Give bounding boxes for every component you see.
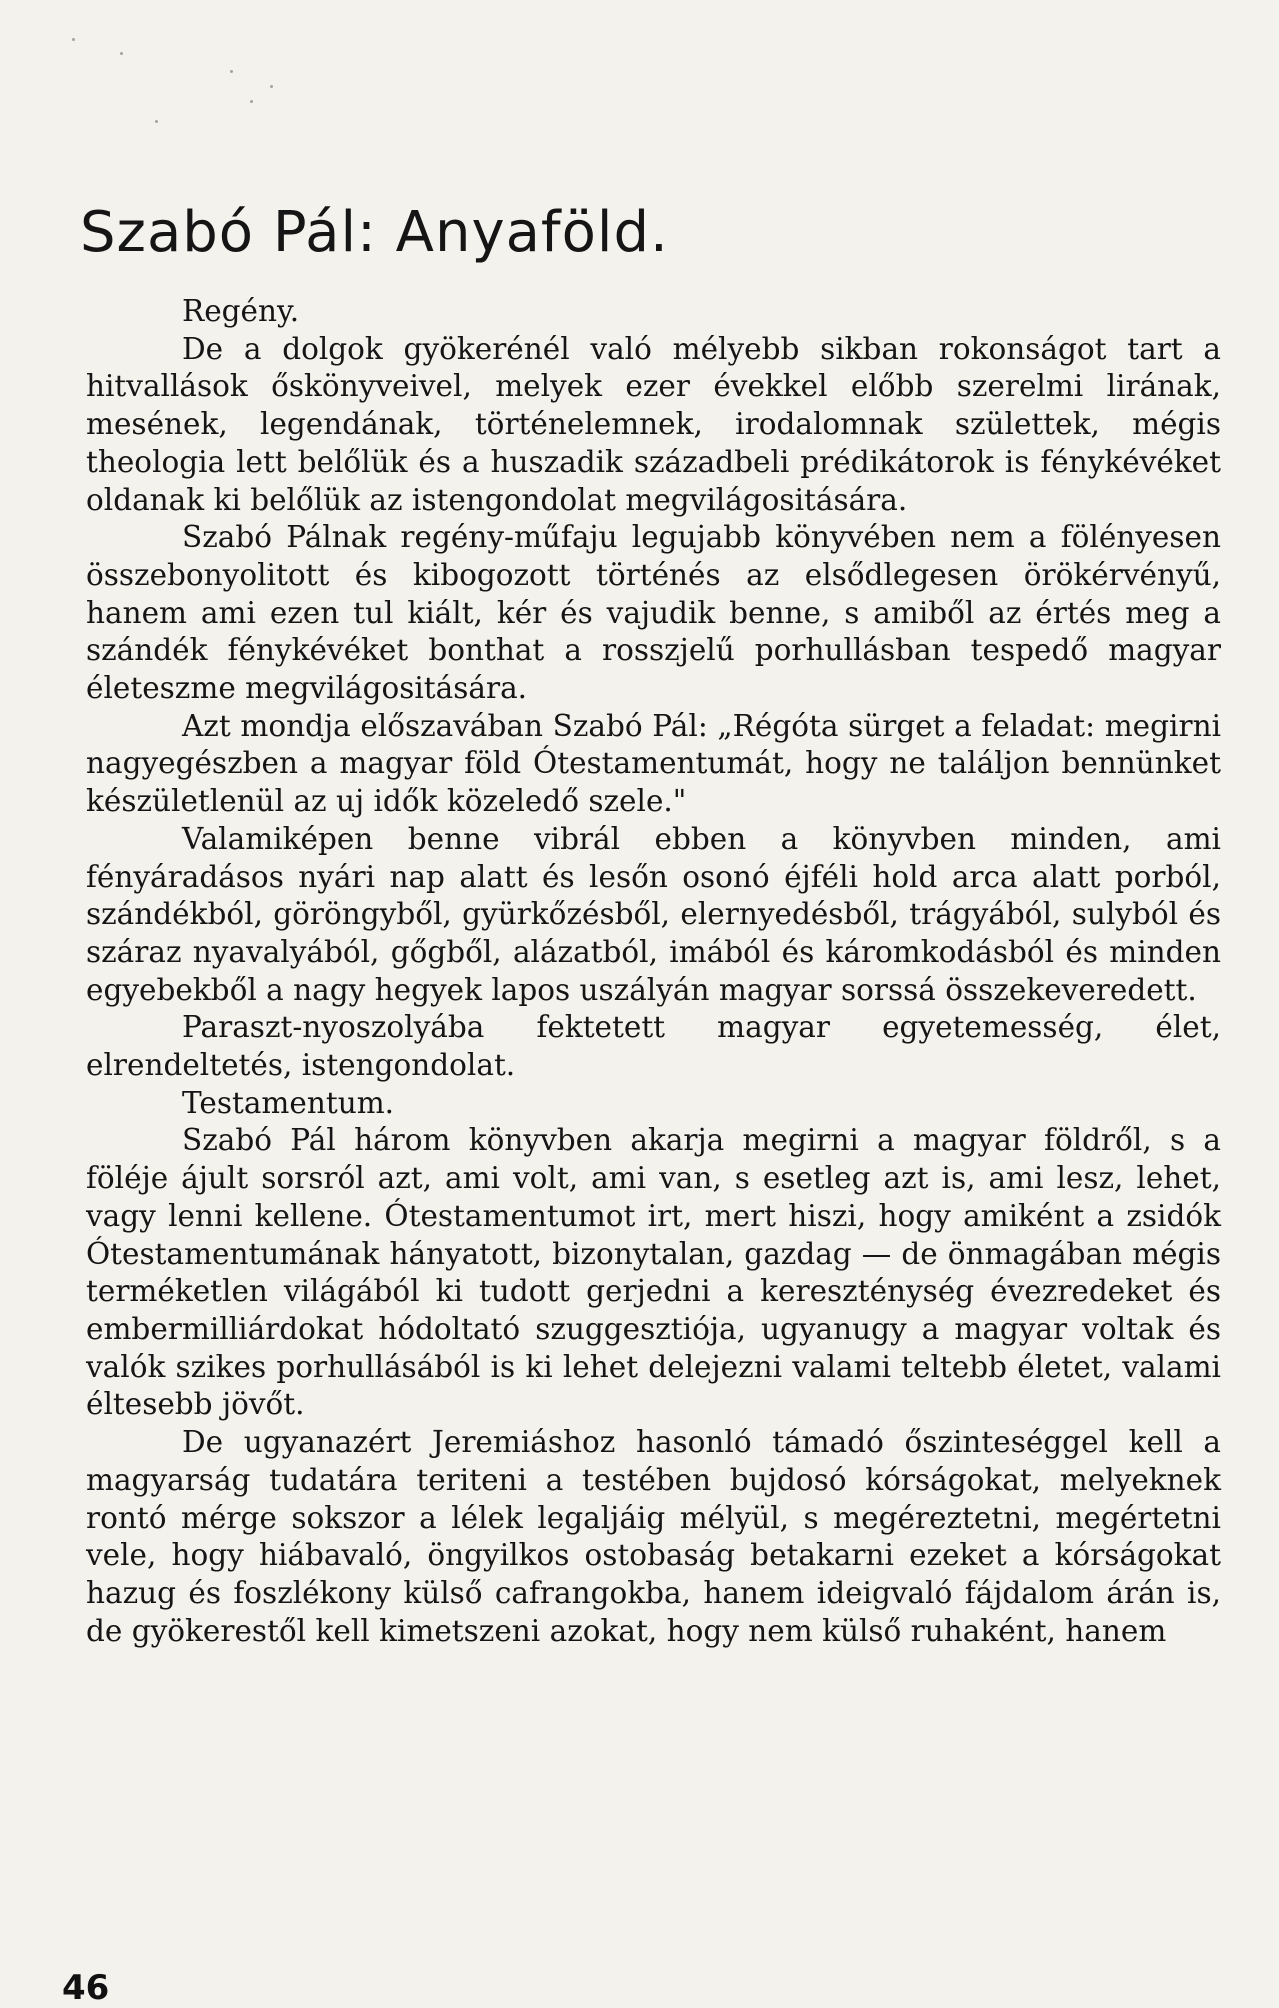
paragraph: De a dolgok gyökerénél való mélyebb sikban rokonságot tart a hitvallások őskönyveivel, melyek ezer évekkel előbb szerelmi lirának, mesének, legendának, történelemnek, irodalomnak születtek, mégis theologia lett belőlük és a huszadik századbeli prédikátorok is fénykévéket oldanak ki belőlük az istengondolat megvilágositására. xyxy=(86,331,1221,517)
print-specks xyxy=(60,30,360,150)
paragraph: Valamiképen benne vibrál ebben a könyvben minden, ami fényáradásos nyári nap alatt és lesőn osonó éjféli hold arca alatt porból, szándékból, göröngyből, gyürkőzésből, elernyedésből, trágyából, sulyból és száraz nyavalyából, gőgből, alázatból, imából és káromkodásból és minden egyebekből a nagy hegyek lapos uszályán magyar sorssá összekeveredett. xyxy=(86,821,1221,1007)
page-number: 46 xyxy=(62,1968,110,2008)
paragraph: Paraszt-nyoszolyába fektetett magyar egyetemesség, élet, elrendeltetés, istengondolat. xyxy=(86,1010,1221,1083)
paragraph: Testamentum. xyxy=(182,1085,395,1120)
paragraph: Azt mondja előszavában Szabó Pál: „Régóta sürget a feladat: megirni nagyegészben a magyar föld Ótestamentumát, hogy ne találjon bennünket készületlenül az uj idők közeledő szele." xyxy=(86,708,1221,819)
article-body xyxy=(86,293,1221,1650)
paragraph-genre: Regény. xyxy=(182,294,300,328)
paragraph: Szabó Pálnak regény-műfaju legujabb könyvében nem a fölényesen összebonyolitott és kibogozott történés az elsődlegesen örökérvényű, hanem ami ezen tul kiált, kér és vajudik benne, s amiből az értés meg a szándék fénykévéket bonthat a rosszjelű porhullásban tespedő magyar életeszme megvilágositására. xyxy=(86,520,1221,706)
paragraph: De ugyanazért Jeremiáshoz hasonló támadó őszinteséggel kell a magyarság tudatára teriteni a testében bujdosó kórságokat, melyeknek rontó mérge sokszor a lélek legaljáig mélyül, s megéreztetni, megértetni vele, hogy hiábavaló, öngyilkos ostobaság betakarni ezeket a kórságokat hazug és foszlékony külső cafrangokba, hanem ideigvaló fájdalom árán is, de gyökerestől kell kimetszeni azokat, hogy nem külső ruhaként, hanem xyxy=(86,1425,1221,1648)
paragraph: Szabó Pál három könyvben akarja megirni a magyar földről, s a föléje ájult sorsról azt, ami volt, ami van, s esetleg azt is, ami lesz, lehet, vagy lenni kellene. Ótestamentumot irt, mert hiszi, hogy amiként a zsidók Ótestamentumának hányatott, bizonytalan, gazdag — de önmagában mégis terméketlen világából ki tudott gerjedni a kereszténység évezredeket és embermilliárdokat hódoltató szuggesztiója, ugyanugy a magyar voltak és valók szikes porhullásából is ki lehet delejezni valami teltebb életet, valami éltesebb jövőt. xyxy=(86,1123,1221,1422)
page-title: Szabó Pál: Anyaföld. xyxy=(80,199,669,265)
